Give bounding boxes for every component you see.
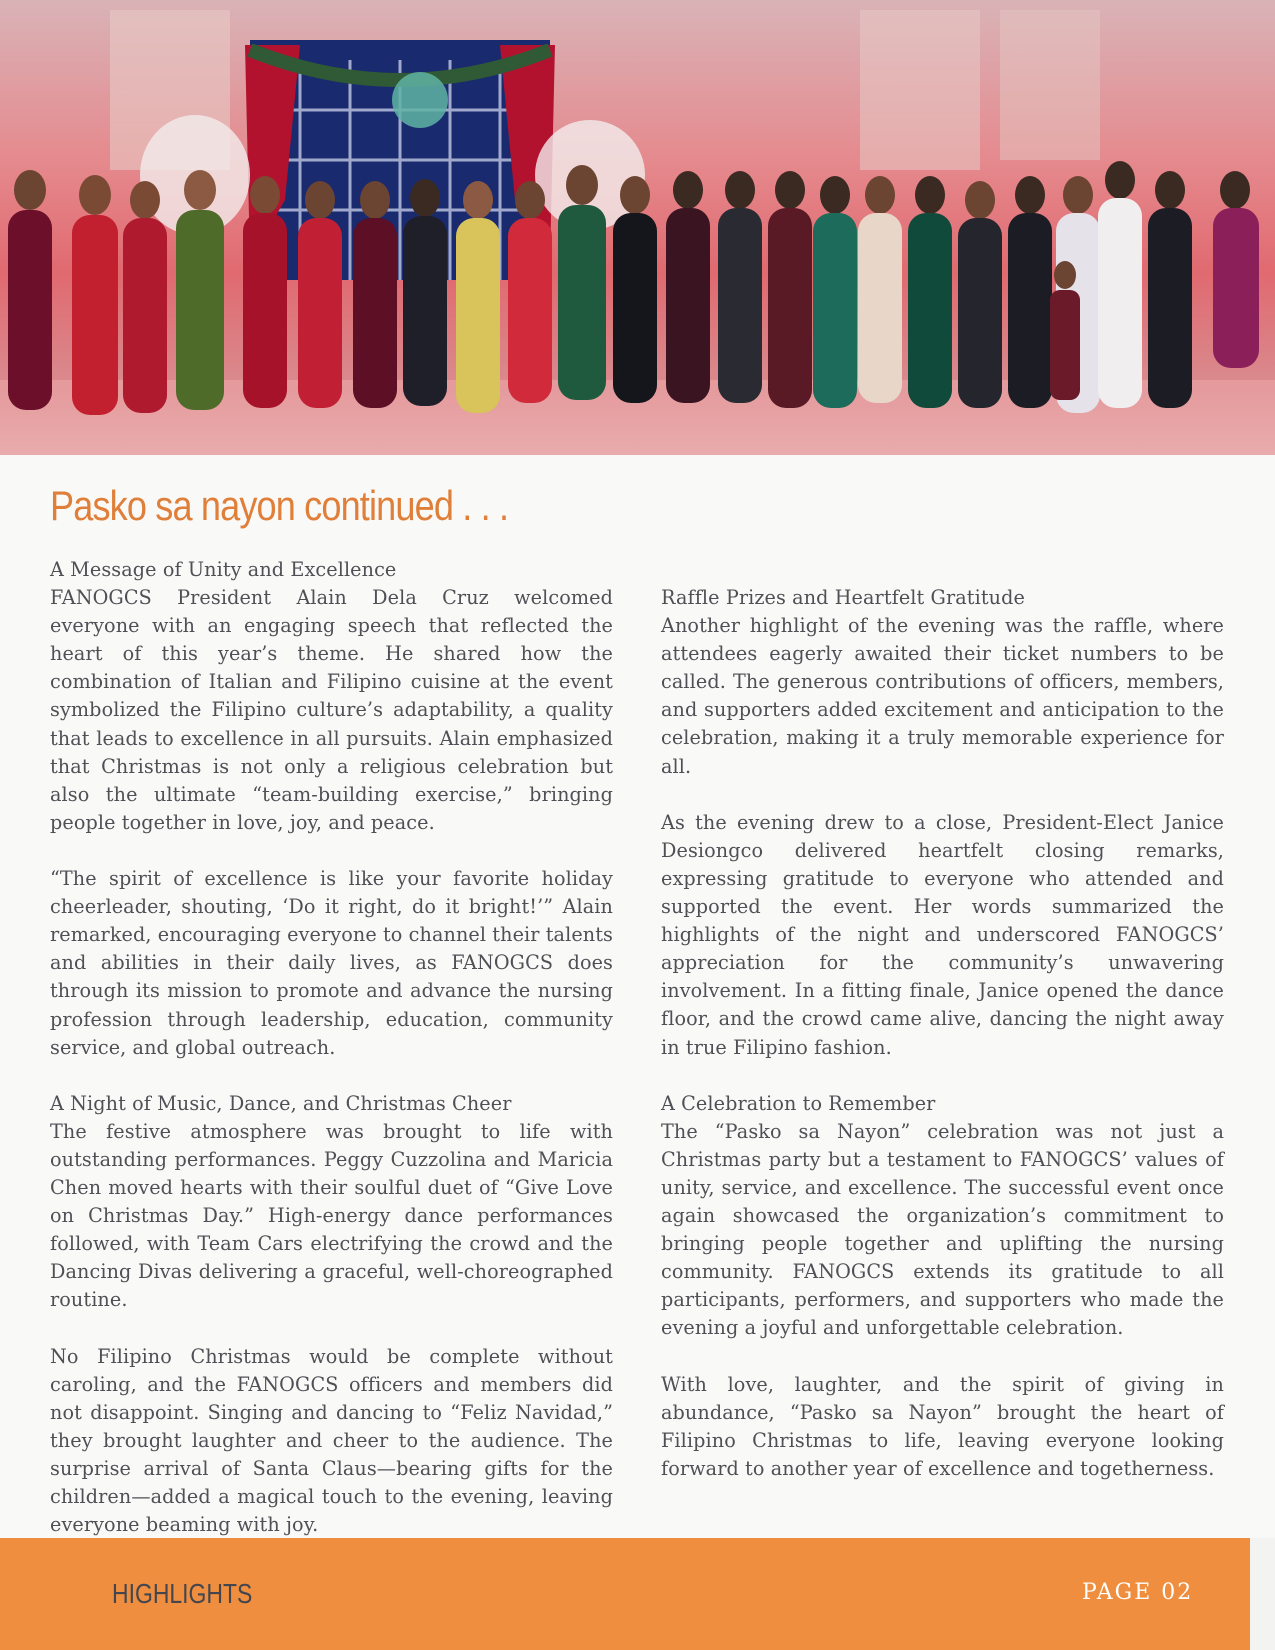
section-body: FANOGCS President Alain Dela Cruz welcomed everyone with an engaging speech that reflected the heart of this year’s theme. He shared how the combination of Italian and Filipino cuisine at the event symbolized the Filipino culture’s adaptability, a quality that leads to excellence in all pursuits. Alain emphasized that Christmas is not only a religious celebration but also the ultimate “team-building exercise,” bringing people together in love, joy, and peace. — [50, 586, 613, 834]
section-heading: A Message of Unity and Excellence — [50, 558, 397, 581]
article-paragraph: With love, laughter, and the spirit of giving in abundance, “Pasko sa Nayon” brought the heart of Filipino Christmas to life, leaving everyone looking forward to another year of excellence and togetherness. — [661, 1372, 1224, 1480]
article-paragraph: “The spirit of excellence is like your favorite holiday cheerleader, shouting, ‘Do it right, do it bright!’” Alain remarked, encouraging everyone to channel their talents and abilities in their daily lives, as FANOGCS does through its mission to promote and advance the nursing profession through leadership, education, community service, and global outreach. — [50, 867, 613, 1059]
article-section — [661, 1090, 1224, 1343]
section-heading: Raffle Prizes and Heartfelt Gratitude — [661, 586, 1025, 609]
left-column — [50, 556, 613, 1567]
header-group-photo — [0, 0, 1275, 455]
article-section — [50, 556, 613, 837]
article-paragraph: No Filipino Christmas would be complete without caroling, and the FANOGCS officers and members did not disappoint. Singing and dancing to “Feliz Navidad,” they brought laughter and cheer to the audience. The surprise arrival of Santa Claus—bearing gifts for the children—added a magical touch to the evening, leaving everyone beaming with joy. — [50, 1344, 613, 1537]
section-body: Another highlight of the evening was the raffle, where attendees eagerly awaited their ticket numbers to be called. The generous contributions of officers, members, and supporters added excitement and anticipation to the celebration, making it a truly memorable experience for all. — [661, 614, 1224, 778]
section-heading: A Night of Music, Dance, and Christmas Cheer — [50, 1091, 512, 1115]
footer-edge — [1250, 1538, 1275, 1650]
right-column — [661, 584, 1224, 1511]
section-body: The festive atmosphere was brought to life with outstanding performances. Peggy Cuzzolina and Maricia Chen moved hearts with their soulful duet of “Give Love on Christmas Day.” High-energy dance performances followed, with Team Cars electrifying the crowd and the Dancing Divas delivering a graceful, well-choreographed routine. — [50, 1119, 613, 1312]
footer-section-label: HIGHLIGHTS — [112, 1578, 253, 1609]
article-section — [50, 1090, 613, 1315]
section-body: The “Pasko sa Nayon” celebration was not just a Christmas party but a testament to FANOGCS’ values of unity, service, and excellence. The successful event once again showcased the organization’s commitment to bringing people together and uplifting the nursing community. FANOGCS extends its gratitude to all participants, performers, and supporters who made the evening a joyful and unforgettable celebration. — [661, 1119, 1224, 1340]
section-heading: A Celebration to Remember — [661, 1091, 936, 1115]
article-paragraph: As the evening drew to a close, President-Elect Janice Desiongco delivered heartfelt closing remarks, expressing gratitude to everyone who attended and supported the event. Her words summarized the highlights of the night and underscored FANOGCS’ appreciation for the community’s unwavering involvement. In a fitting finale, Janice opened the dance floor, and the crowd came alive, dancing the night away in true Filipino fashion. — [661, 810, 1224, 1059]
article-section — [661, 584, 1224, 781]
group-photo-illustration — [0, 0, 1275, 455]
page-title: Pasko sa nayon continued . . . — [50, 482, 509, 529]
page-number: PAGE 02 — [1082, 1580, 1194, 1605]
